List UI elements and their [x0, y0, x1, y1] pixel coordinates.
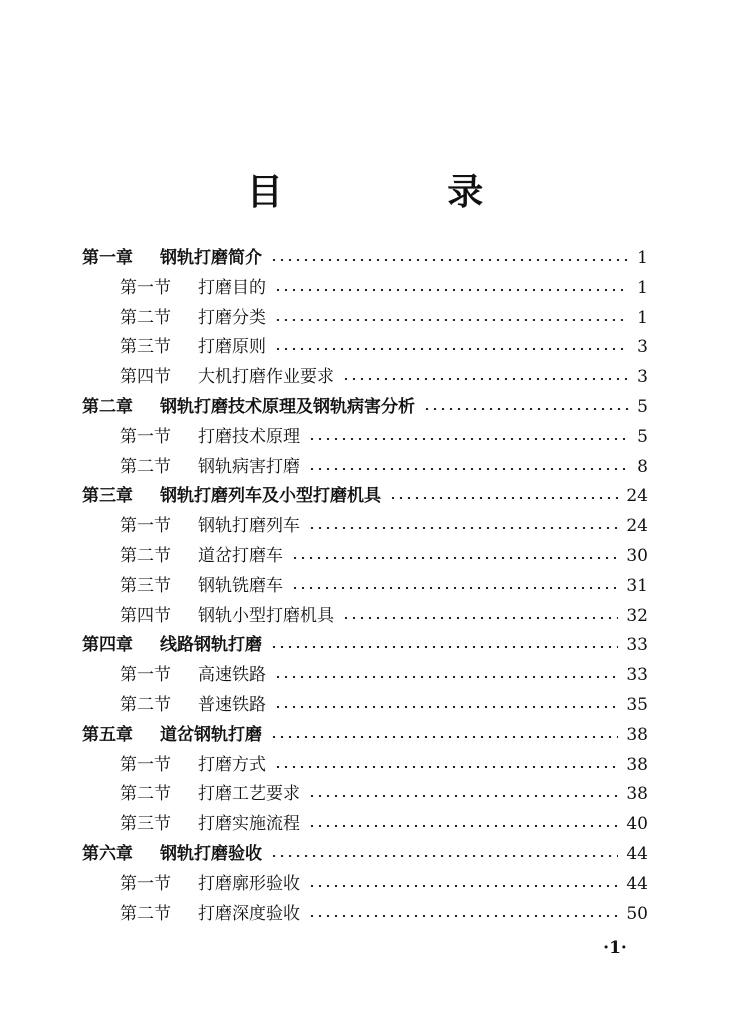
- toc-entry-label: 第一节: [120, 873, 171, 894]
- toc-section-row: [120, 750, 648, 780]
- toc-entry-page: 31: [626, 575, 648, 596]
- toc-entry-title: 高速铁路: [198, 665, 266, 686]
- toc-entry-label: 第二节: [120, 903, 171, 924]
- toc-entry-page: 5: [637, 426, 648, 447]
- toc-entry-page: 1: [637, 277, 648, 298]
- toc-section-row: [120, 273, 648, 303]
- toc-section-row: [120, 571, 648, 601]
- toc-entry-label: 第四章: [82, 635, 133, 656]
- toc-leader-dots: [308, 527, 618, 529]
- toc-leader-dots: [308, 885, 618, 887]
- toc-section-row: [120, 303, 648, 333]
- toc-chapter-row: [82, 481, 648, 511]
- toc-entry-label: 第三节: [120, 814, 171, 835]
- toc-leader-dots: [274, 676, 618, 678]
- toc-section-row: [120, 899, 648, 929]
- toc-section-row: [120, 779, 648, 809]
- toc-chapter-row: [82, 839, 648, 869]
- toc-chapter-row: [82, 720, 648, 750]
- toc-entry-title: 钢轨打磨列车: [198, 516, 300, 537]
- toc-entry-page: 5: [637, 397, 648, 417]
- toc-leader-dots: [308, 468, 629, 470]
- toc-entry-label: 第二节: [120, 695, 171, 715]
- toc-entry-page: 38: [626, 784, 648, 805]
- toc-entry-page: 3: [637, 337, 648, 358]
- toc-entry-label: 第一节: [120, 426, 171, 447]
- toc-entry-title: 钢轨病害打磨: [198, 456, 300, 477]
- toc-entry-title: 大机打磨作业要求: [198, 367, 334, 388]
- toc-leader-dots: [270, 736, 618, 738]
- toc-section-row: [120, 541, 648, 571]
- toc-entry-page: 38: [626, 724, 648, 745]
- toc-entry-label: 第一节: [120, 277, 171, 298]
- toc-entry-label: 第六章: [82, 844, 133, 864]
- toc-chapter-row: [82, 630, 648, 660]
- toc-leader-dots: [291, 557, 618, 559]
- toc-entry-page: 8: [637, 456, 648, 477]
- toc-entry-label: 第二节: [120, 456, 171, 477]
- toc-entry-title: 钢轨小型打磨机具: [198, 605, 334, 626]
- toc-section-row: [120, 660, 648, 690]
- toc-leader-dots: [342, 378, 629, 380]
- toc-entry-label: 第三节: [120, 575, 171, 596]
- toc-entry-title: 打磨技术原理: [198, 426, 300, 447]
- toc-leader-dots: [274, 319, 629, 321]
- toc-entry-page: 33: [626, 665, 648, 686]
- toc-leader-dots: [270, 259, 629, 261]
- toc-leader-dots: [274, 289, 629, 291]
- toc-entry-title: 道岔打磨车: [198, 546, 283, 566]
- toc-entry-title: 钢轨打磨简介: [160, 248, 262, 268]
- toc-entry-page: 38: [626, 754, 648, 775]
- toc-section-row: [120, 422, 648, 452]
- toc-entry-page: 40: [626, 814, 648, 835]
- toc-entry-label: 第四节: [120, 367, 171, 388]
- toc-section-row: [120, 511, 648, 541]
- toc-entry-title: 打磨目的: [198, 277, 266, 298]
- toc-entry-title: 道岔钢轨打磨: [160, 724, 262, 745]
- toc-entry-label: 第五章: [82, 724, 133, 745]
- toc-leader-dots: [274, 706, 618, 708]
- toc-entry-page: 32: [626, 605, 648, 626]
- toc-leader-dots: [291, 587, 618, 589]
- toc-entry-title: 打磨深度验收: [198, 903, 300, 924]
- page-number: ·1·: [603, 938, 627, 958]
- toc-entry-label: 第三章: [82, 486, 133, 507]
- toc-entry-title: 线路钢轨打磨: [160, 635, 262, 656]
- toc-entry-page: 44: [626, 873, 648, 894]
- toc-entry-page: 50: [626, 903, 648, 924]
- toc-leader-dots: [270, 855, 618, 857]
- toc-entry-title: 钢轨打磨技术原理及钢轨病害分析: [160, 397, 415, 417]
- toc-entry-label: 第二节: [120, 307, 171, 328]
- toc-entry-page: 33: [626, 635, 648, 656]
- toc-leader-dots: [308, 438, 629, 440]
- toc-entry-title: 打磨工艺要求: [198, 784, 300, 805]
- toc-entry-label: 第一节: [120, 516, 171, 537]
- toc-entry-page: 24: [626, 516, 648, 537]
- toc-leader-dots: [274, 766, 618, 768]
- toc-entry-title: 打磨分类: [198, 307, 266, 328]
- toc-entry-page: 3: [637, 367, 648, 388]
- toc-entry-page: 35: [626, 695, 648, 715]
- toc-entry-label: 第一节: [120, 665, 171, 686]
- toc-leader-dots: [342, 617, 618, 619]
- toc-entry-label: 第二节: [120, 546, 171, 566]
- toc-section-row: [120, 690, 648, 720]
- toc-leader-dots: [270, 646, 618, 648]
- toc-entry-title: 打磨原则: [198, 337, 266, 358]
- toc-leader-dots: [274, 348, 629, 350]
- toc-entry-page: 24: [626, 486, 648, 507]
- toc-entry-page: 30: [626, 546, 648, 566]
- toc-entry-title: 打磨方式: [198, 754, 266, 775]
- toc-entry-label: 第一节: [120, 754, 171, 775]
- toc-section-row: [120, 452, 648, 482]
- toc-section-row: [120, 362, 648, 392]
- toc-section-row: [120, 869, 648, 899]
- toc-leader-dots: [389, 497, 618, 499]
- toc-chapter-row: [82, 243, 648, 273]
- toc-entry-label: 第二节: [120, 784, 171, 805]
- toc-chapter-row: [82, 392, 648, 422]
- toc-entry-page: 44: [626, 844, 648, 864]
- toc-leader-dots: [308, 825, 618, 827]
- toc-entry-title: 钢轨打磨验收: [160, 844, 262, 864]
- toc-entry-label: 第二章: [82, 397, 133, 417]
- toc-leader-dots: [308, 795, 618, 797]
- toc-leader-dots: [308, 915, 618, 917]
- toc-entry-page: 1: [637, 307, 648, 328]
- toc-entry-title: 普速铁路: [198, 695, 266, 715]
- toc-entry-title: 打磨廓形验收: [198, 873, 300, 894]
- toc-entry-title: 钢轨铣磨车: [198, 575, 283, 596]
- toc-entry-label: 第一章: [82, 248, 133, 268]
- toc-leader-dots: [423, 408, 629, 410]
- toc-entry-page: 1: [637, 248, 648, 268]
- toc-section-row: [120, 601, 648, 631]
- toc-entry-title: 钢轨打磨列车及小型打磨机具: [160, 486, 381, 507]
- toc-entry-label: 第三节: [120, 337, 171, 358]
- toc-entry-title: 打磨实施流程: [198, 814, 300, 835]
- toc-section-row: [120, 809, 648, 839]
- page-title: 目 录: [246, 171, 560, 213]
- toc-section-row: [120, 332, 648, 362]
- toc-entry-label: 第四节: [120, 605, 171, 626]
